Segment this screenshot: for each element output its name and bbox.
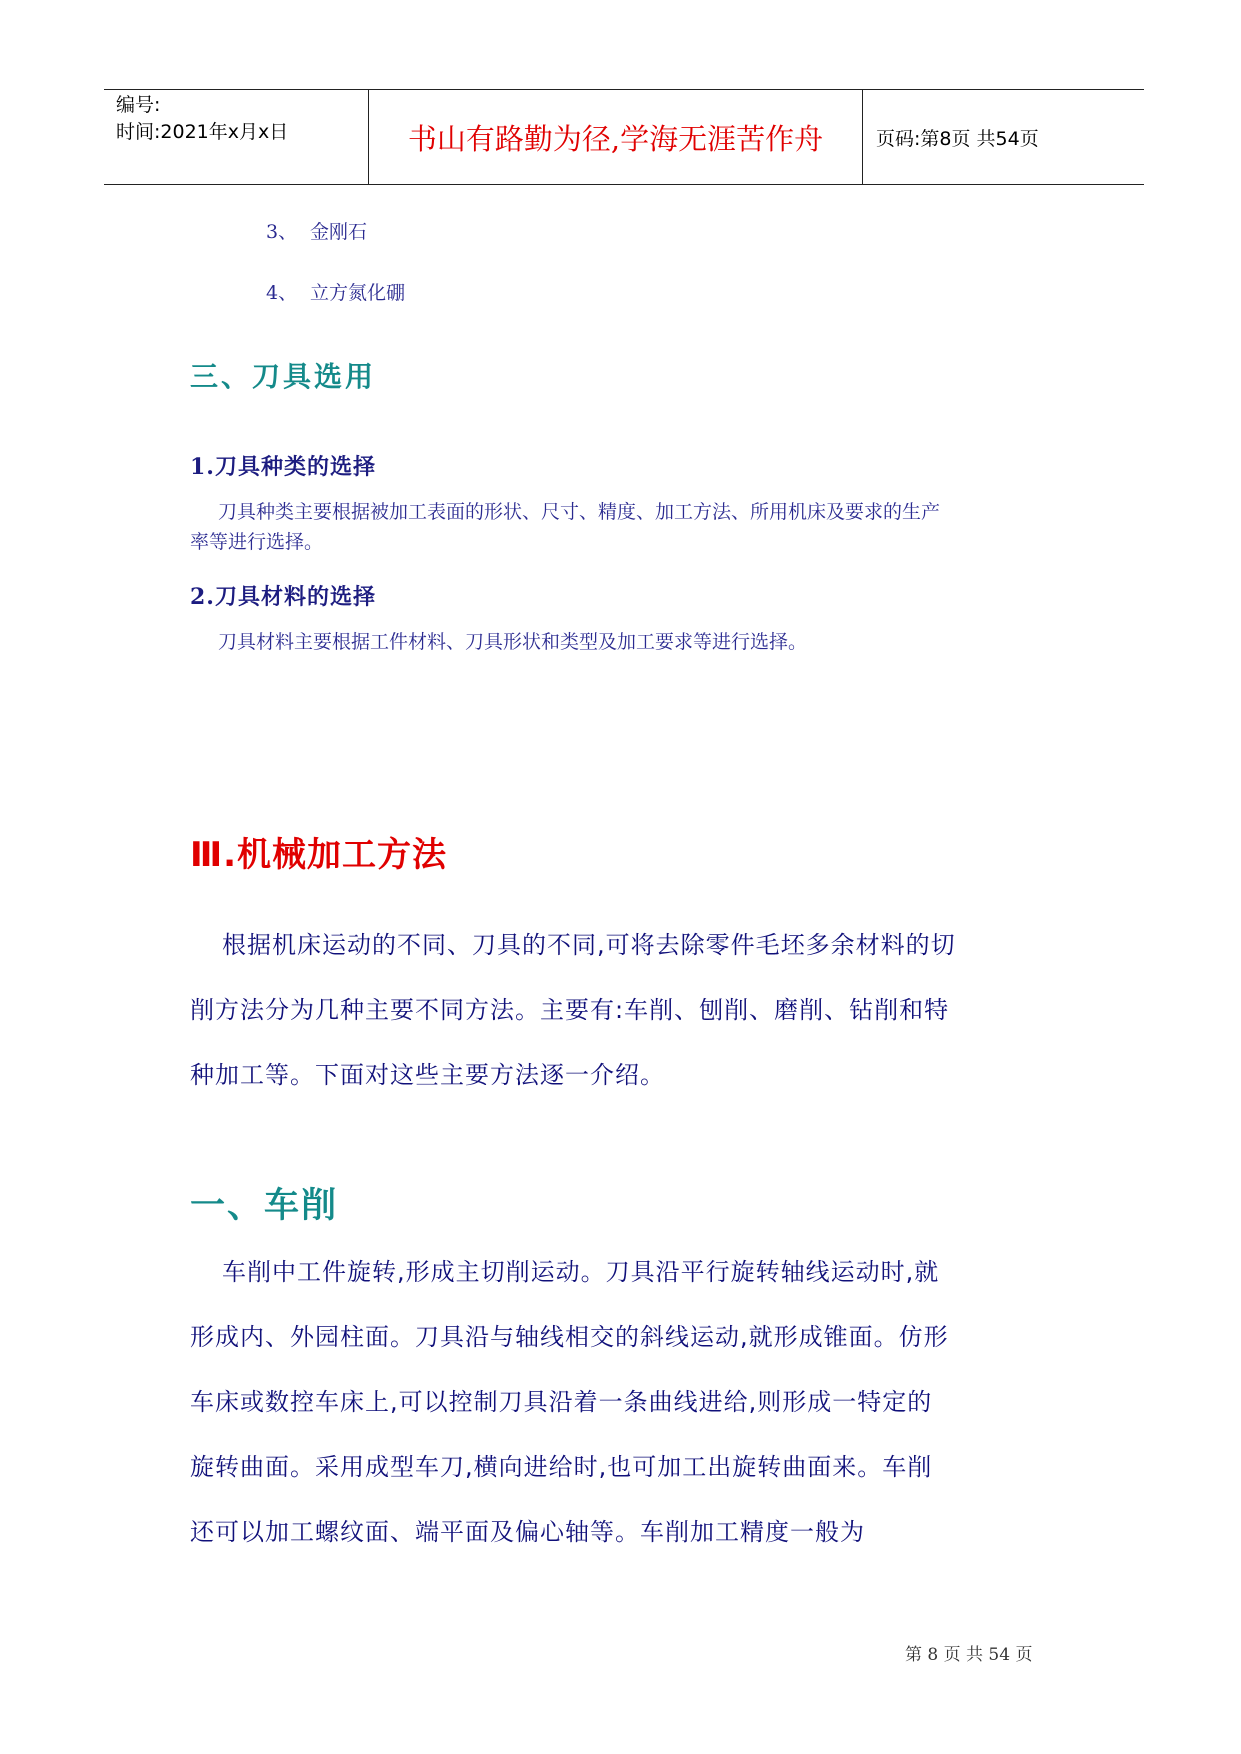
chapter-title: Ⅲ.机械加工方法 (190, 835, 448, 875)
header-number-label: 编号: (116, 94, 161, 116)
chapter-intro-line1: 根据机床运动的不同、刀具的不同,可将去除零件毛坯多余材料的切 (222, 931, 956, 959)
header-time-label: 时间:2021年x月x日 (116, 121, 289, 143)
header-motto-cell (369, 90, 863, 184)
paragraph-tool-type-line2: 率等进行选择。 (190, 531, 324, 553)
header-info-cell (104, 90, 369, 184)
list-item-text: 立方氮化硼 (310, 282, 406, 304)
list-item (266, 278, 405, 305)
header-motto: 书山有路勤为径,学海无涯苦作舟 (407, 121, 824, 156)
chapter-intro-line3: 种加工等。下面对这些主要方法逐一介绍。 (190, 1061, 665, 1089)
turning-line1: 车削中工件旋转,形成主切削运动。刀具沿平行旋转轴线运动时,就 (222, 1258, 940, 1286)
header-page-cell (863, 90, 1144, 184)
list-item-number: 3、 (266, 221, 298, 243)
turning-line4: 旋转曲面。采用成型车刀,横向进给时,也可加工出旋转曲面来。车削 (190, 1453, 933, 1481)
header-table (104, 89, 1144, 185)
paragraph-tool-material: 刀具材料主要根据工件材料、刀具形状和类型及加工要求等进行选择。 (218, 631, 808, 653)
list-item-number: 4、 (266, 282, 298, 304)
turning-line2: 形成内、外园柱面。刀具沿与轴线相交的斜线运动,就形成锥面。仿形 (190, 1323, 949, 1351)
section-title-turning: 一、车削 (190, 1186, 339, 1226)
chapter-intro-line2: 削方法分为几种主要不同方法。主要有:车削、刨削、磨削、钻削和特 (190, 996, 950, 1024)
section-title-tool-selection: 三、刀具选用 (190, 360, 377, 393)
paragraph-tool-type-line1: 刀具种类主要根据被加工表面的形状、尺寸、精度、加工方法、所用机床及要求的生产 (218, 501, 941, 523)
list-item (266, 217, 367, 244)
header-page-label: 页码:第8页 共54页 (876, 127, 1039, 150)
list-item-text: 金刚石 (310, 221, 368, 243)
turning-line5: 还可以加工螺纹面、端平面及偏心轴等。车削加工精度一般为 (190, 1518, 865, 1546)
subsection-title-tool-type: 1.刀具种类的选择 (190, 454, 376, 480)
footer-page-number: 第 8 页 共 54 页 (905, 1645, 1033, 1665)
turning-line3: 车床或数控车床上,可以控制刀具沿着一条曲线进给,则形成一特定的 (190, 1388, 933, 1416)
subsection-title-tool-material: 2.刀具材料的选择 (190, 584, 376, 610)
